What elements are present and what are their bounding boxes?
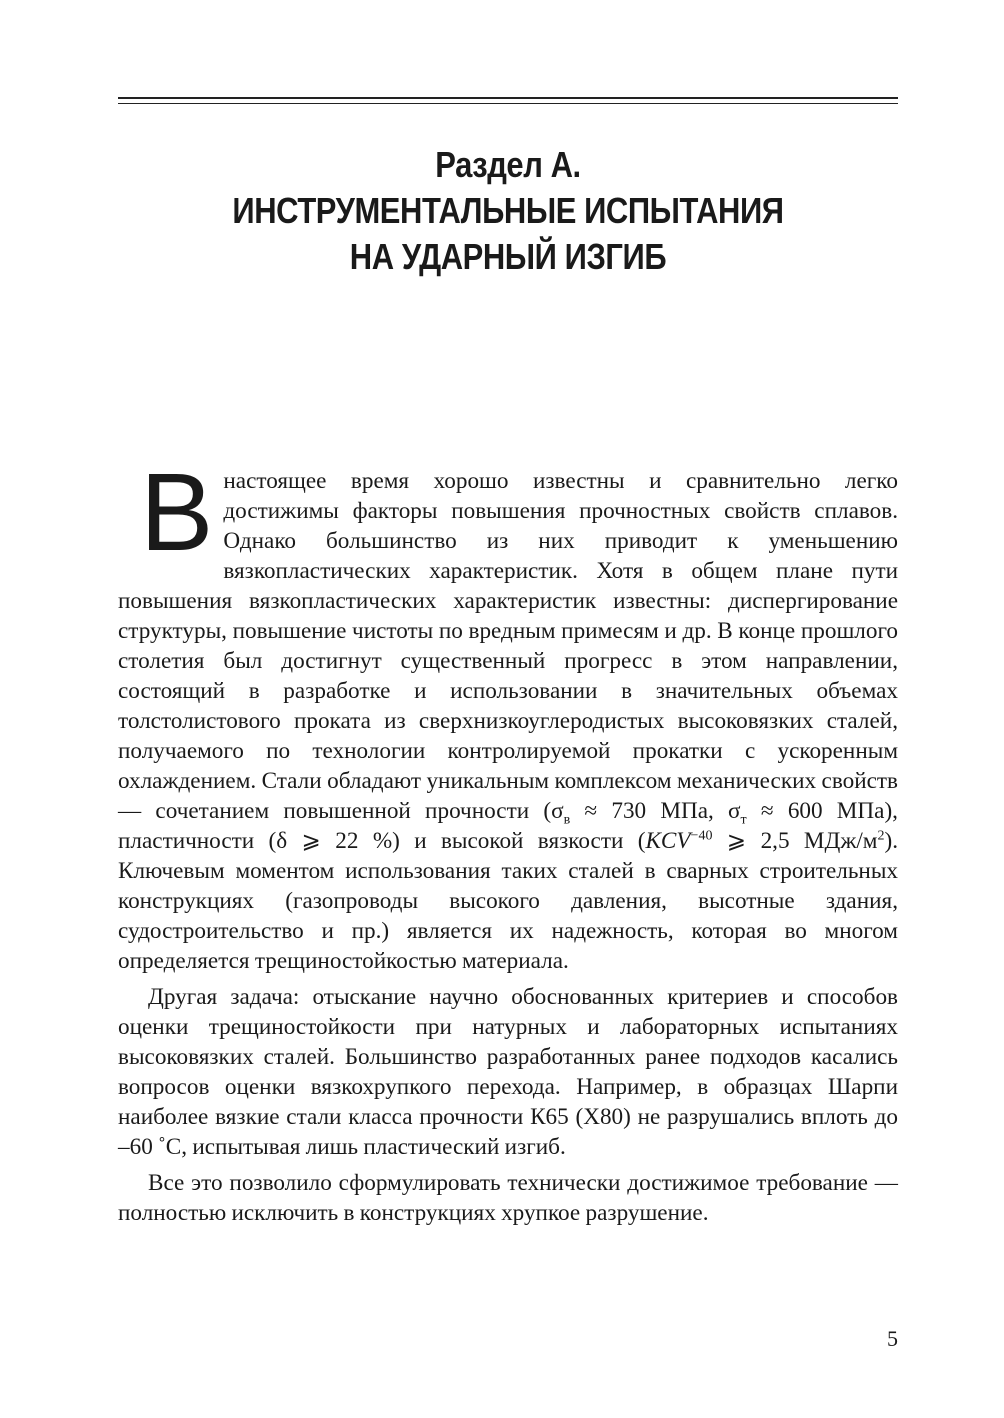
- section-number: Раздел А.: [435, 144, 581, 185]
- paragraph-1: Внастоящее время хорошо известны и сравнительно легко достижимы факторы повышения прочностных свойств сплавов. Однако большинство из них приводит к уменьшению вязкопластических характеристик. Хотя в общем плане пути повышения вязкопластических характеристик известны: диспергирование структуры, повышение чистоты по вредным примесям и др. В конце прошлого столетия был достигнут существенный прогресс в этом направлении, состоящий в разработке и использовании в значительных объемах толстолистового проката из сверхнизкоуглеродистых высоковязких сталей, получаемого по технологии контролируемой прокатки с ускоренным охлаждением. Стали обладают уникальным комплексом механических свойств — сочетанием повышенной прочности ($\sigma_в \approx 730$ МПа, $\sigma_т \approx 600$ МПа), пластичности (δ ⩾ 22 %) и высокой вязкости ($KCV^{-40}$ ⩾ 2,5 МДж/$м^2$). Ключевым моментом использования таких сталей в сварных строительных конструкциях (газопроводы высокого давления, высотные здания, судостроительство и пр.) является их надежность, которая во многом определяется трещиностойкостью материала.: [118, 451, 898, 974]
- body-text: [118, 451, 898, 1234]
- paragraph-2: Другая задача: отыскание научно обоснованных критериев и способов оценки трещиностойкости при натурных и лабораторных испытаниях высоковязких сталей. Большинство разработанных ранее подходов касались вопросов оценки вязкохрупкого перехода. Например, в образцах Шарпи наиболее вязкие стали класса прочности К65 (Х80) не разрушались вплоть до –60 ˚С, испытывая лишь пластический изгиб.: [118, 984, 898, 1160]
- section-title-line-1: ИНСТРУМЕНТАЛЬНЫЕ ИСПЫТАНИЯ: [232, 190, 784, 231]
- section-title-line-2: НА УДАРНЫЙ ИЗГИБ: [349, 236, 667, 277]
- header-rule-thin: [118, 103, 898, 104]
- header-rule-thick: [118, 97, 898, 99]
- paragraph-3: Все это позволило сформулировать технически достижимое требование — полностью исключить в конструкциях хрупкое разрушение.: [118, 1170, 898, 1226]
- page-number: 5: [887, 1326, 898, 1351]
- section-heading: [173, 142, 844, 280]
- drop-cap: В: [140, 451, 214, 574]
